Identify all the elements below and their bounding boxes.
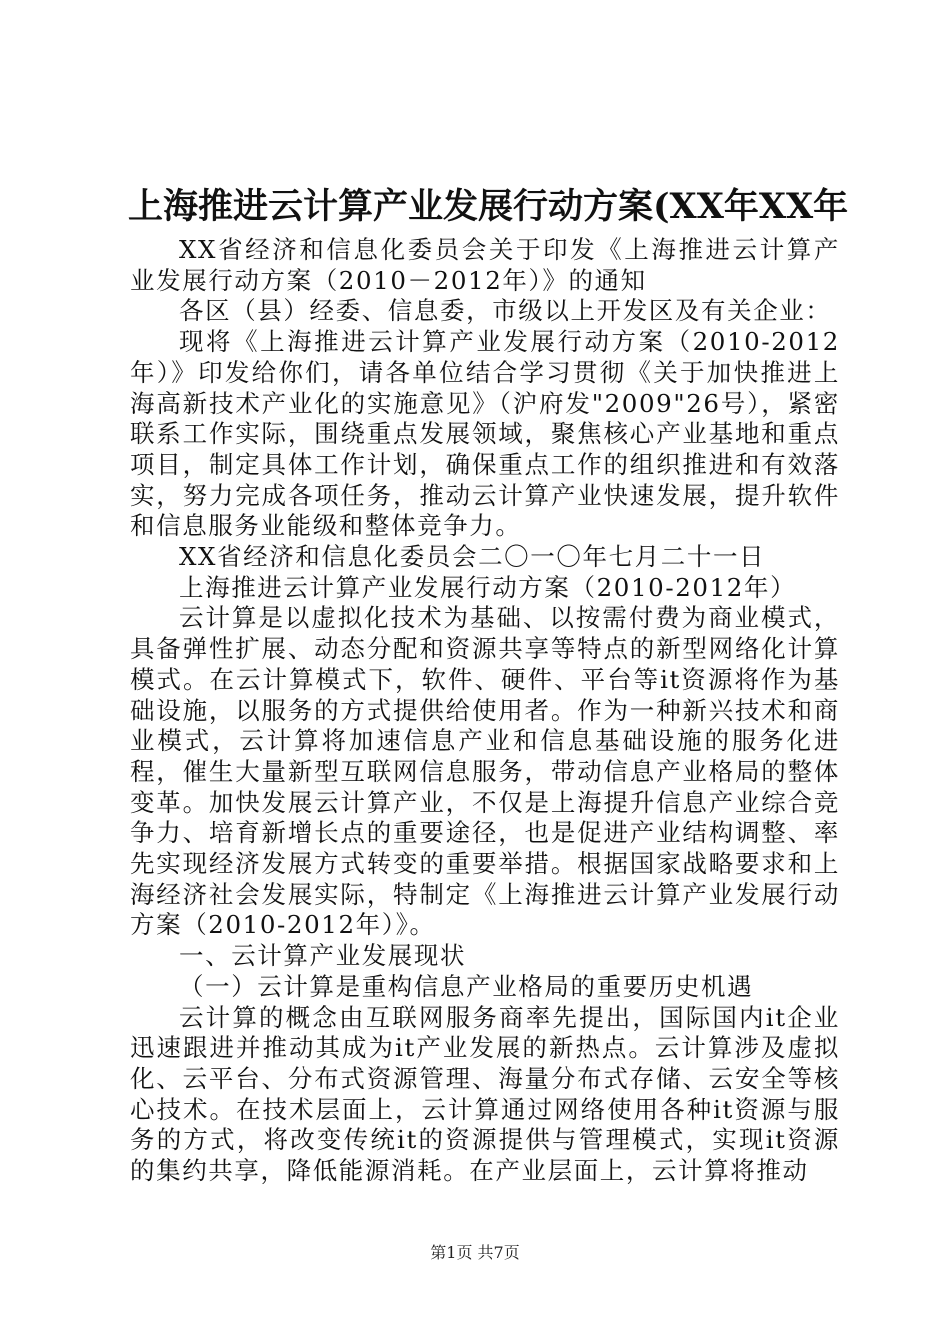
paragraph-issuer-date: XX省经济和信息化委员会二〇一〇年七月二十一日 (179, 542, 766, 572)
section-heading-1: 一、云计算产业发展现状 (179, 941, 467, 971)
paragraph-section-1-1: 云计算的概念由互联网服务商率先提出，国际国内it企业迅速跟进并推动其成为it产业发展的新热点。云计算涉及虚拟化、云平台、分布式资源管理、海量分布式存储、云安全等核心技术。在技术层面上，云计算通过网络使用各种it资源与服务的方式，将改变传统it的资源提供与管理模式，实现it资源的集约共享，降低能源消耗。在产业层面上，云计算将推动 (130, 1002, 840, 1186)
page-footer: 第1页 共7页 (430, 1243, 520, 1262)
paragraph-notice-body: 现将《上海推进云计算产业发展行动方案（2010-2012年）》印发给你们，请各单位结合学习贯彻《关于加快推进上海高新技术产业化的实施意见》（沪府发"2009"26号），紧密联系工作实际，围绕重点发展领域，聚焦核心产业基地和重点项目，制定具体工作计划，确保重点工作的组织推进和有效落实，努力完成各项任务，推动云计算产业快速发展，提升软件和信息服务业能级和整体竞争力。 (130, 327, 840, 541)
document-body (130, 235, 840, 1187)
document-title: 上海推进云计算产业发展行动方案(XX年XX年 (128, 186, 849, 227)
subsection-heading-1-1: （一）云计算是重构信息产业格局的重要历史机遇 (179, 971, 754, 1001)
paragraph-addressees: 各区（县）经委、信息委，市级以上开发区及有关企业： (179, 296, 832, 326)
paragraph-notice-heading: XX省经济和信息化委员会关于印发《上海推进云计算产业发展行动方案（2010－2012年）》的通知 (130, 235, 840, 295)
paragraph-plan-title: 上海推进云计算产业发展行动方案（2010-2012年） (179, 572, 797, 602)
paragraph-intro: 云计算是以虚拟化技术为基础、以按需付费为商业模式，具备弹性扩展、动态分配和资源共享等特点的新型网络化计算模式。在云计算模式下，软件、硬件、平台等it资源将作为基础设施，以服务的方式提供给使用者。作为一种新兴技术和商业模式，云计算将加速信息产业和信息基础设施的服务化进程，催生大量新型互联网信息服务，带动信息产业格局的整体变革。加快发展云计算产业，不仅是上海提升信息产业综合竞争力、培育新增长点的重要途径，也是促进产业结构调整、率先实现经济发展方式转变的重要举措。根据国家战略要求和上海经济社会发展实际，特制定《上海推进云计算产业发展行动方案（2010-2012年）》。 (130, 603, 840, 940)
